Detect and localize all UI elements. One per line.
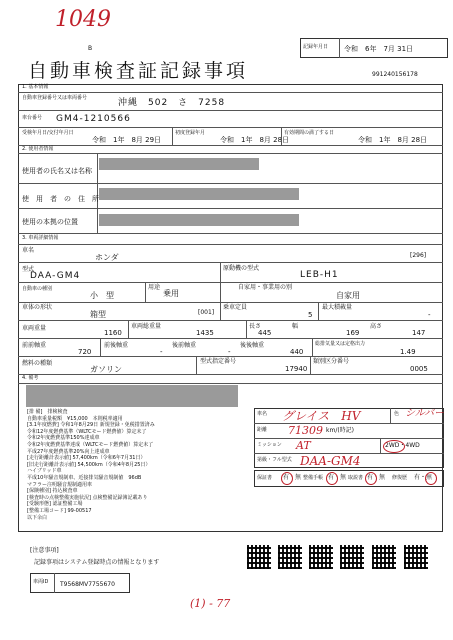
section-user: 2. 使用者情報 (22, 146, 54, 152)
max-load-label: 最大積載量 (322, 304, 353, 311)
use-label: 用途 (148, 284, 161, 291)
capacity-label: 乗車定員 (223, 304, 248, 311)
manual-circle (365, 472, 377, 485)
remark-line: 令和2年度燃費基準150%達成車 (27, 435, 100, 442)
designation-value: 17940 (285, 365, 308, 373)
reg-label: 自動車登録番号又は車両番号 (22, 95, 88, 101)
category-label: 類別区分番号 (313, 358, 350, 365)
remark-line: マフラー注明騒音規制適用車 (27, 481, 93, 488)
length-label: 長さ (249, 323, 262, 330)
height-label: 高さ (370, 323, 383, 330)
body-label: 車体の形状 (22, 304, 53, 311)
repair-label: 修復歴 (392, 475, 408, 481)
purpose-value: 自家用 (336, 291, 360, 300)
mileage-label: 距離 (257, 427, 268, 433)
engine-label: 原動機の型式 (223, 265, 260, 272)
receipt-label: 受検年月日/交付年月日 (22, 130, 74, 136)
remark-line: 平成27年度燃費基準20%向上達成車 (27, 448, 110, 455)
front-rear-label: 前後軸重 (104, 342, 129, 349)
section-vehicle: 3. 車両詳細情報 (22, 235, 59, 241)
record-date-label: 記録年月日 (303, 44, 329, 50)
divider (339, 38, 340, 58)
qr-code-2 (278, 545, 302, 569)
model-label: 型式 (22, 266, 35, 273)
qr-code-3 (309, 545, 333, 569)
maint-circle (326, 472, 338, 485)
remark-line: 令和12年度燃費基準（WLTCモード燃費値）算定未了 (27, 428, 147, 435)
height-value: 147 (412, 329, 426, 337)
chassis-value: GM4-1210566 (56, 114, 131, 124)
color-label: 色 (394, 411, 400, 417)
chassis-label: 車台番号 (22, 115, 43, 121)
remark-line: [保険種別] 持込検査車 (27, 488, 78, 495)
mileage: 71309 (288, 424, 323, 437)
base-label: 使用の本拠の位置 (22, 218, 78, 226)
car-id-label: 車両ID (33, 579, 49, 585)
displacement-value: 1.49 (400, 348, 416, 356)
section-basic: 1. 基本情報 (22, 84, 49, 90)
first-reg-date: 令和 1年 8月 28日 (220, 136, 290, 144)
capacity-value: 5 (308, 311, 313, 319)
remark-line: [3.1年度燃費] 令和1年8月29日 新規登録・免税措置済み (27, 422, 155, 429)
use-value: 乗用 (163, 289, 179, 298)
qr-code-5 (372, 545, 396, 569)
maker-value: ホンダ (95, 253, 119, 262)
fuel-label: 燃料の種類 (22, 360, 53, 367)
gross-value: 1435 (196, 329, 214, 337)
car-name: グレイス HV (282, 409, 361, 423)
handwritten-bottom: (1) - 77 (190, 597, 231, 610)
length-value: 445 (258, 329, 272, 337)
maint-label: 整備手帳 (303, 475, 324, 481)
designation-label: 型式指定番号 (200, 358, 237, 365)
first-reg-label: 初度登録年月 (175, 130, 206, 136)
front-rear-value: - (160, 348, 163, 356)
notice-title: [注意事項] (30, 547, 59, 554)
remark-line: [整備工場コード] 99-00517 (27, 508, 92, 514)
qr-code-4 (340, 545, 364, 569)
remark-line: [検査時の点検整備実施状況] 点検整備記録簿記載あり (27, 494, 148, 501)
rear-front-value: - (228, 348, 231, 356)
b-mark: B (88, 45, 93, 52)
page-title: 自動車検査証記録事項 (28, 60, 249, 82)
fuel-value: ガソリン (90, 365, 122, 374)
remark-line: [旧走行距離計表示値] 54,500km（令和4年8月25日） (27, 461, 151, 468)
displacement-label: 総排気量又は定格出力 (315, 341, 366, 347)
car-id: T9568MV7755670 (60, 581, 115, 588)
section-remarks: 4. 備考 (22, 375, 39, 381)
rear-front-label: 後前軸重 (172, 342, 197, 349)
warranty-circle (281, 472, 293, 485)
handwritten-number: 1049 (55, 7, 111, 32)
mission-label: ミッション (257, 442, 282, 448)
receipt-date: 令和 1年 8月 29日 (92, 136, 162, 144)
mileage-unit: km/(時記) (326, 427, 355, 434)
maker-label: 車名 (22, 247, 35, 254)
weight-label: 車両重量 (22, 325, 47, 332)
redacted-base (99, 214, 299, 226)
remark-line: 令和2年度燃費基準達成（WLTCモード燃費値）算定未了 (27, 442, 154, 448)
remark-line: [走行距離計表示値] 57,400km（令和6年7月31日） (27, 455, 146, 462)
width-label: 幅 (292, 323, 299, 330)
category-value: 0005 (410, 365, 428, 373)
warranty-label: 保証書 (257, 475, 273, 481)
notice-text: 記録事項はシステム登録時点の情報となります (34, 559, 160, 566)
engine-value: LEB-H1 (300, 270, 339, 280)
width-value: 169 (346, 329, 360, 337)
expiry-date: 令和 1年 8月 28日 (358, 136, 428, 144)
maint: 有・無 (328, 474, 347, 481)
manual-label: 取説書 (348, 475, 364, 481)
front-front-value: 720 (78, 348, 92, 356)
user-address-label: 使 用 者 の 住 所 (22, 195, 99, 203)
remark-line: 以下余白 (27, 514, 48, 521)
drive: 2WD・4WD (385, 442, 420, 449)
model-value: DAA-GM4 (30, 271, 81, 281)
max-load-value: - (428, 311, 431, 319)
redacted-remarks (26, 385, 238, 407)
remark-line: [排 備] 排検検査 (27, 409, 68, 415)
remark-line: ハイブリッド車 (27, 468, 62, 475)
qr-code-6 (404, 545, 428, 569)
repair-circle (425, 472, 437, 485)
kind-label: 自動車の種別 (22, 286, 53, 292)
user-name-label: 使用者の氏名又は名称 (22, 167, 92, 175)
record-date: 令和 6年 7月 31日 (344, 45, 414, 53)
repair: 有・無 (414, 474, 433, 481)
rear-rear-value: 440 (290, 348, 304, 356)
maker-code: [296] (410, 252, 427, 259)
front-front-label: 前前軸重 (22, 342, 47, 349)
warranty: 有・無 (283, 474, 302, 481)
color: シルバー (405, 408, 445, 419)
remark-line: [受験形態] 認証整備工場 (27, 501, 83, 508)
weight-value: 1160 (104, 329, 122, 337)
kind-value: 小 型 (90, 291, 114, 300)
expiry-label: 有効期間の満了する日 (284, 130, 335, 136)
redacted-address (99, 188, 299, 200)
body-code: [001] (198, 309, 215, 316)
reg-value: 沖縄 502 さ 7258 (118, 98, 226, 108)
purpose-label: 自家用・事業用の別 (238, 284, 293, 291)
full-model: DAA-GM4 (300, 454, 361, 468)
drive-circle (383, 440, 405, 453)
redacted-name (99, 158, 259, 170)
remark-line: 平成10年騒音規制車、近接排気騒音規制値 96dB (27, 475, 142, 481)
doc-number: 991240156178 (372, 71, 418, 78)
qr-code-1 (247, 545, 271, 569)
mission: AT (296, 439, 311, 452)
rear-rear-label: 後後軸重 (240, 342, 265, 349)
remark-line: 自動車重量税額 ¥15,000 本則税率適用 (27, 415, 123, 422)
car-name-label: 車名 (257, 411, 268, 417)
body-value: 箱型 (90, 310, 106, 319)
manual: 有・無 (367, 474, 386, 481)
full-model-label: 第級・フル型式 (257, 457, 292, 463)
gross-label: 車両総重量 (131, 323, 162, 330)
